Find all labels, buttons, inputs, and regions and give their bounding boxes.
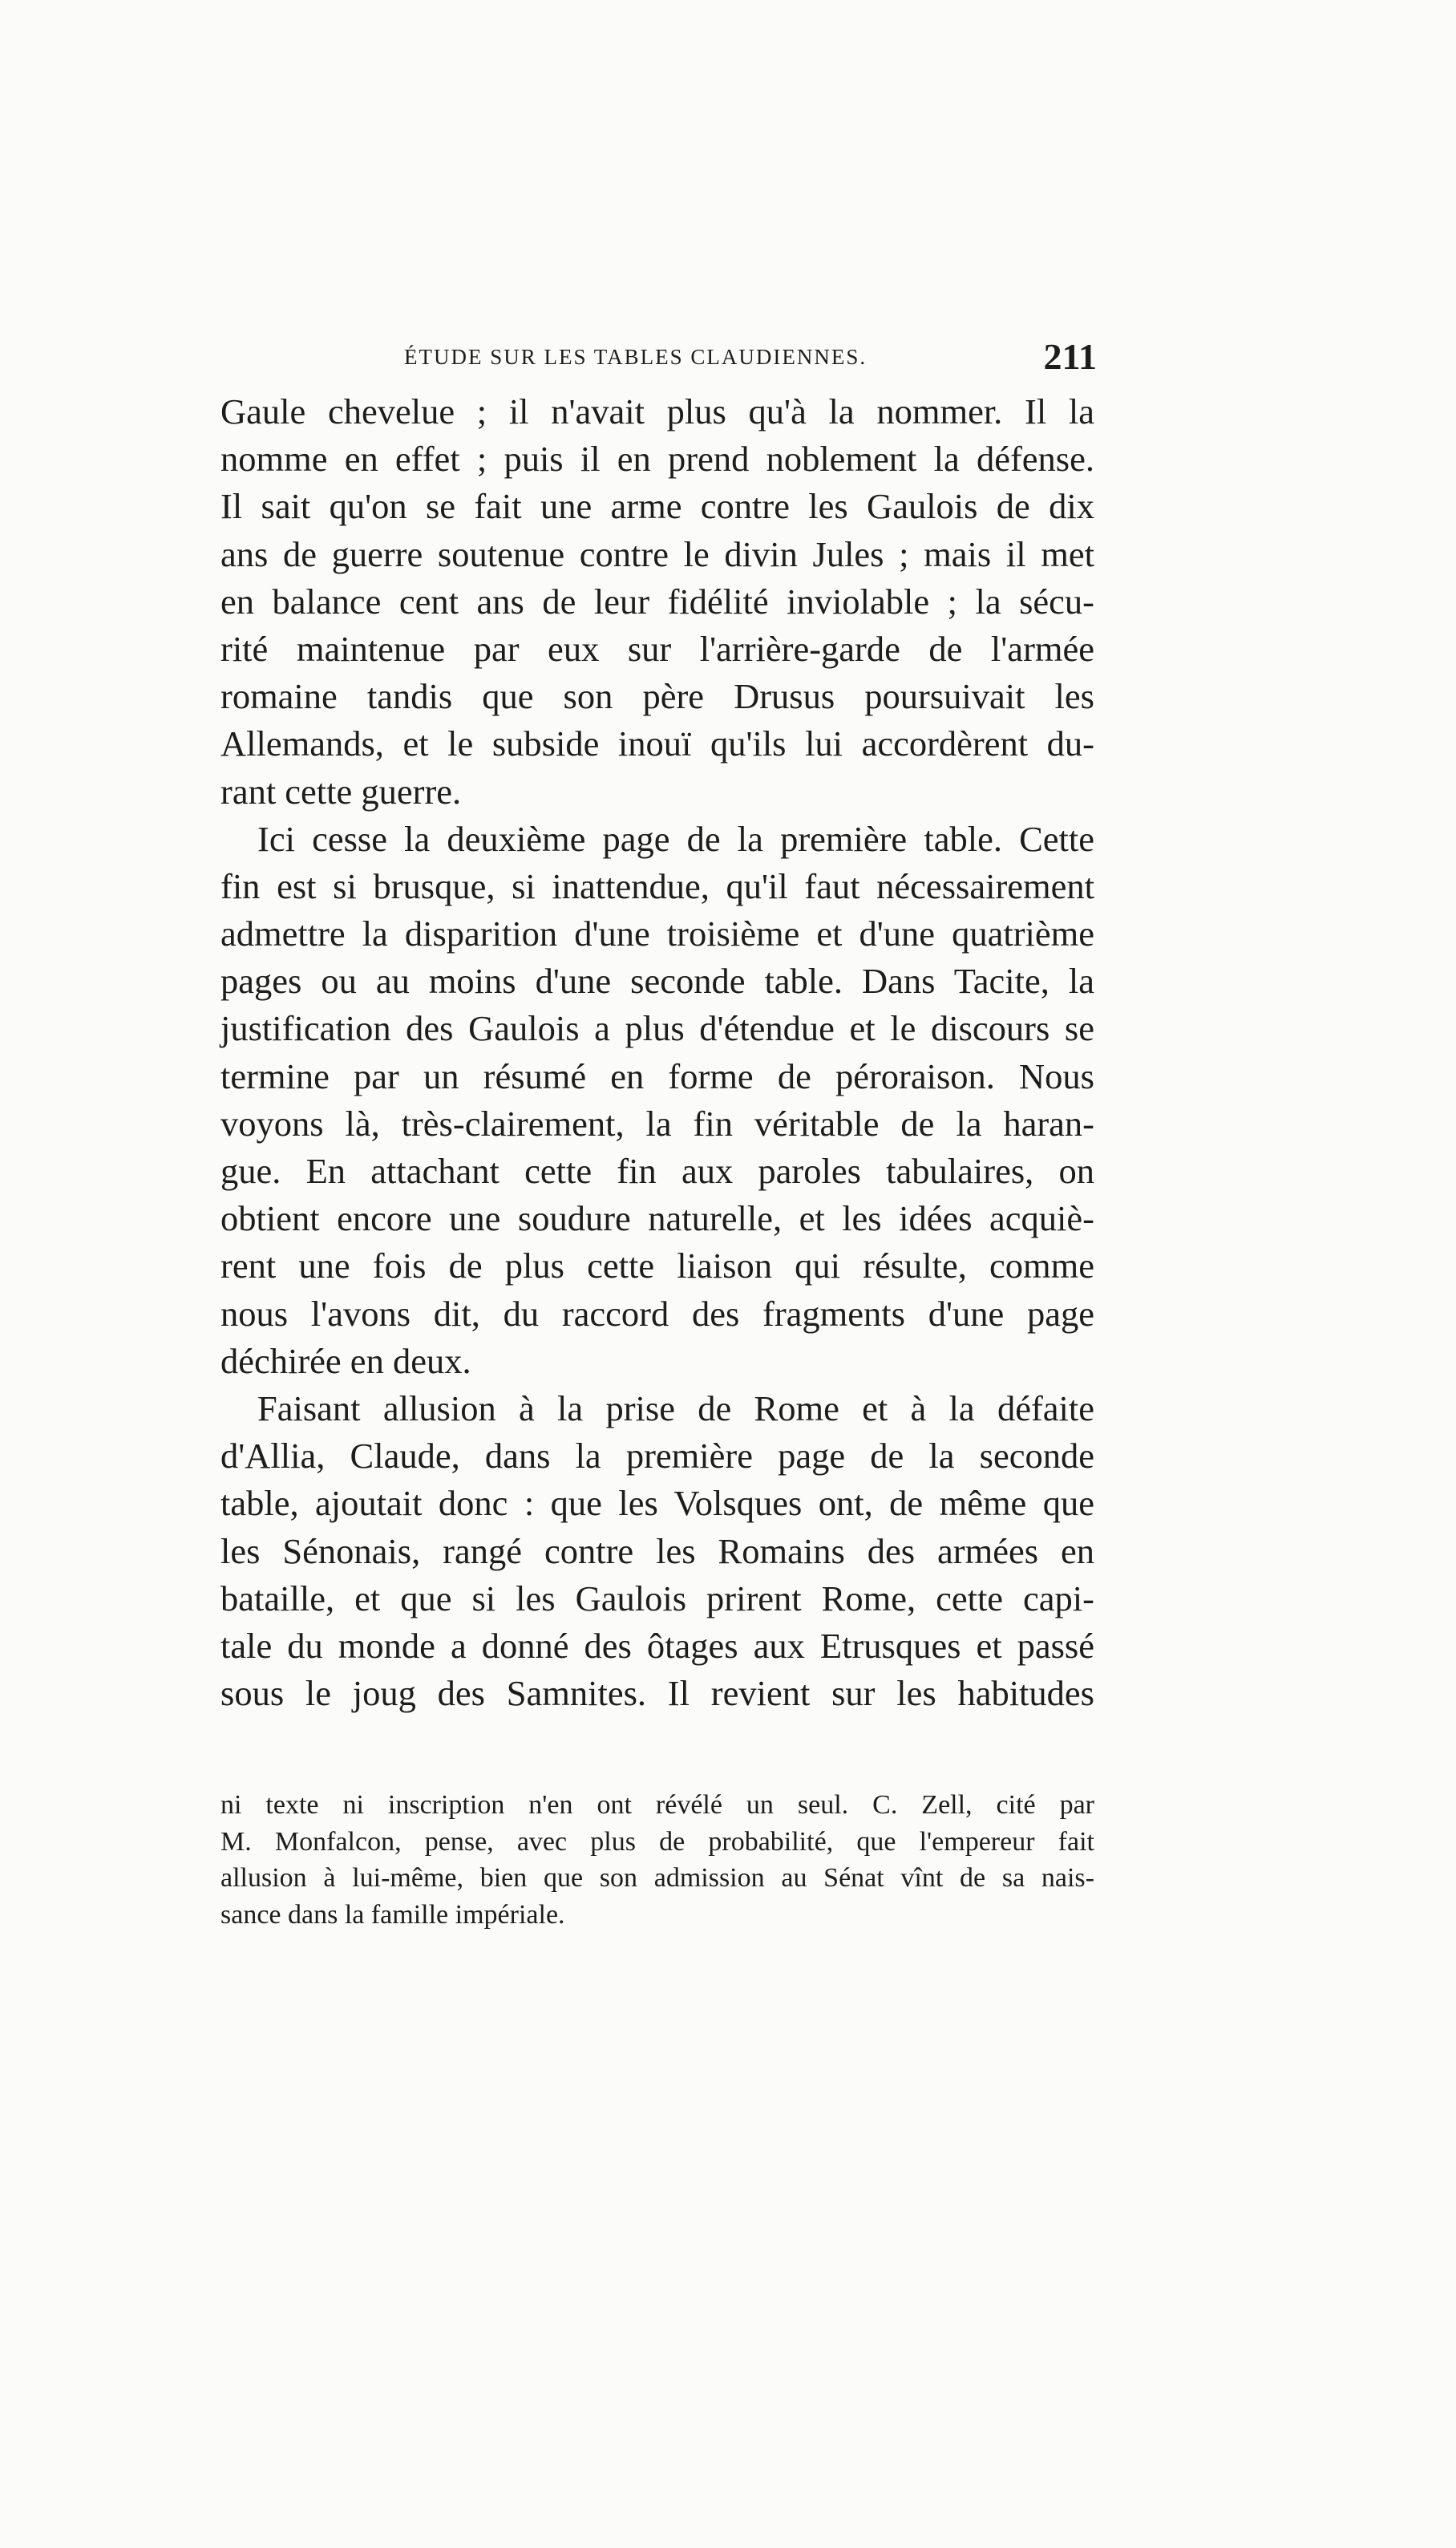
body-line: Il sait qu'on se fait une arme contre les Gaulois de dix	[220, 486, 1094, 527]
body-line: Allemands, et le subside inouï qu'ils lui accordèrent du-	[220, 723, 1094, 764]
body-line: rent une fois de plus cette liaison qui résulte, comme	[220, 1246, 1094, 1286]
body-line: nomme en effet ; puis il en prend noblement la défense.	[220, 439, 1094, 480]
body-line: gue. En attachant cette fin aux paroles tabulaires, on	[220, 1151, 1094, 1191]
footnote-line: ni texte ni inscription n'en ont révélé un seul. C. Zell, cité par	[220, 1790, 1094, 1820]
body-line: rité maintenue par eux sur l'arrière-garde de l'armée	[220, 628, 1094, 669]
body-line: romaine tandis que son père Drusus poursuivait les	[220, 676, 1094, 717]
body-line: termine par un résumé en forme de péroraison. Nous	[220, 1055, 1094, 1096]
body-line: admettre la disparition d'une troisième et d'une quatrième	[220, 913, 1094, 954]
body-line: d'Allia, Claude, dans la première page de la seconde	[220, 1436, 1094, 1477]
body-line: nous l'avons dit, du raccord des fragments d'une page	[220, 1293, 1094, 1334]
running-head	[223, 335, 1097, 383]
body-line: les Sénonais, rangé contre les Romains des armées en	[220, 1530, 1094, 1571]
body-line: obtient encore une soudure naturelle, et les idées acquiè-	[220, 1198, 1094, 1239]
body-line: table, ajoutait donc : que les Volsques ont, de même que	[220, 1483, 1094, 1524]
body-line: justification des Gaulois a plus d'étendue et le discours se	[220, 1008, 1094, 1049]
body-line: bataille, et que si les Gaulois prirent Rome, cette capi-	[220, 1578, 1094, 1618]
body-line: en balance cent ans de leur fidélité inviolable ; la sécu-	[220, 581, 1094, 622]
body-line: tale du monde a donné des ôtages aux Etrusques et passé	[220, 1625, 1094, 1666]
body-text	[220, 388, 1094, 1717]
body-line: fin est si brusque, si inattendue, qu'il faut nécessairement	[220, 865, 1094, 906]
footnote-line: M. Monfalcon, pense, avec plus de probabilité, que l'empereur fait	[220, 1826, 1094, 1857]
footnote	[220, 1787, 1094, 1933]
running-title: ÉTUDE SUR LES TABLES CLAUDIENNES.	[404, 345, 868, 369]
page-number: 211	[1043, 336, 1097, 377]
paragraph-end-line: déchirée en deux.	[220, 1340, 471, 1381]
body-line: voyons là, très-clairement, la fin véritable de la haran-	[220, 1103, 1094, 1144]
footnote-line: allusion à lui-même, bien que son admission au Sénat vînt de sa nais-	[220, 1863, 1094, 1893]
paragraph-end-line: rant cette guerre.	[220, 771, 462, 812]
body-line: pages ou au moins d'une seconde table. Dans Tacite, la	[220, 961, 1094, 1002]
paragraph-first-line: Faisant allusion à la prise de Rome et à la défaite	[257, 1387, 1094, 1428]
paragraph-first-line: Ici cesse la deuxième page de la première table. Cette	[257, 818, 1094, 859]
body-line: ans de guerre soutenue contre le divin Jules ; mais il met	[220, 533, 1094, 574]
footnote-line: sance dans la famille impériale.	[220, 1899, 565, 1930]
body-line: Gaule chevelue ; il n'avait plus qu'à la nommer. Il la	[220, 391, 1094, 431]
body-line: sous le joug des Samnites. Il revient sur les habitudes	[220, 1673, 1094, 1714]
